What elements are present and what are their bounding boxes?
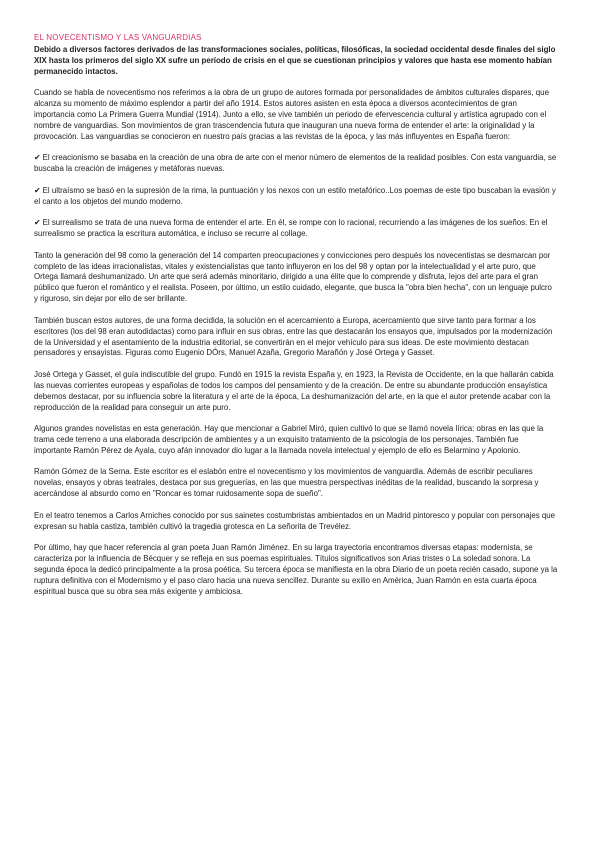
bullet-creacionismo [34,153,558,175]
bullet-surrealismo [34,218,558,240]
generaciones-paragraph: Tanto la generación del 98 como la generación del 14 comparten preocupaciones y convicciones pero después los novecentistas se desmarcan por completo de las ideas irracionalistas, vitales y existencialistas que tanto influyeron en los del 98 y optan por la intelectualidad y el arte puro, que Ortega llamará deshumanizado. Un arte que será además minoritario, dirigido a una élite que lo comprende y disfruta, lejos del arte para el gran público que fueron el romántico y el realista. Poseen, por último, un estilo cuidado, elegante, que busca la "obra bien hecha", con un lenguaje pulcro y riguroso, sin dejar por ello de ser brillante. [34,250,552,304]
ortega-paragraph: José Ortega y Gasset, el guía indiscutible del grupo. Fundó en 1915 la revista España y, en 1923, la Revista de Occidente, en la que hallarán cabida las nuevas corrientes europeas y españolas de todos los campos del pensamiento y de la creación. De entre su abundante producción ensayística debemos destacar, por su influencia sobre la literatura y el arte de la época, La deshumanización del arte, en la que el autor pretende acabar con la reproducción de la realidad para conseguir un arte puro. [34,369,554,412]
europa-paragraph: También buscan estos autores, de una forma decidida, la solución en el acercamiento a Europa, acercamiento que sirve tanto para formar a los escritores (los del 98 eran autodidactas) como para influir en sus obras, entre las que destacarán los ensayos que, impulsados por la modernización de la Universidad y el asentamiento de la industria editorial, se convertirán en el mejor vehículo para sus ideas. De este movimiento destacan pensadores y ensayistas. Figuras como Eugenio DÓrs, Manuel Azaña, Gregorio Marañón y José Ortega y Gasset. [34,315,553,358]
bullet-text-surrealismo: El surrealismo se trata de una nueva forma de entender el arte. En él, se rompe con lo racional, recurriendo a las imágenes de los sueños. En el surrealismo se practica la escritura automática, e incluso se recurre al collage. [34,218,548,239]
bullet-text-ultraismo: El ultraísmo se basó en la supresión de la rima, la puntuación y los nexos con un estilo metafórico..Los poemas de este tipo buscaban la evasión y el canto a los objetos del mundo moderno. [34,185,556,206]
check-icon: ✔ [34,218,41,228]
gomez-serna-paragraph: Ramón Gómez de la Serna. Este escritor es el eslabón entre el novecentismo y los movimientos de vanguardia. Además de escribir peculiares novelas, ensayos y obras teatrales, destaca por sus greguerías, en las que muestra perspectivas inéditas de la realidad, buscando la sorpresa y acercándose al absurdo como en "Roncar es tomar ruidosamente sopa de sueño". [34,467,539,499]
check-icon: ✔ [34,185,41,195]
page-title: EL NOVECENTISMO Y LAS VANGUARDIAS [34,33,202,42]
document-page [34,33,558,608]
novelistas-paragraph: Algunos grandes novelistas en esta generación. Hay que mencionar a Gabriel Miró, quien cultivó lo que se llamó novela lírica: obras en las que la trama cede terreno a una elaborada descripción de ambientes y a un exquisito tratamiento de la psicología de los personajes. También fue importante Ramón Pérez de Ayala, cuyo afán innovador dio lugar a la llamada novela intelectual y ejemplo de ello es Belarmino y Apolonio. [34,424,544,455]
teatro-paragraph: En el teatro tenemos a Carlos Arniches conocido por sus sainetes costumbristas ambientados en un Madrid pintoresco y popular con personajes que expresan su habla castiza, también cultivó la tragedia grotesca en La señorita de Trevélez. [34,510,556,531]
check-icon: ✔ [34,153,41,163]
intro-paragraph: Debido a diversos factores derivados de las transformaciones sociales, políticas, filosóficas, la sociedad occidental desde finales del siglo XIX hasta los primeros del siglo XX sufre un período de crisis en el que se cuestionan principios y valores que hasta ese momento habían permanecido intactos. [34,45,556,76]
juan-ramon-paragraph: Por último, hay que hacer referencia al gran poeta Juan Ramón Jiménez. En su larga trayectoria encontramos diversas etapas: modernista, se caracteriza por la influencia de Bécquer y se refleja en sus poemas espirituales. Títulos significativos son Arias tristes o La soledad sonora. La segunda época la dedicó principalmente a la prosa poética. Su tercera época se manifiesta en la obra Diario de un poeta recién casado, supone ya la ruptura definitiva con el Modernismo y el paso claro hacia una nueva sencillez. Durante su exilio en América, Juan Ramón en esta cuarta época espiritual busca que su obra sea más exigente y ambiciosa. [34,543,558,596]
bullet-text-creacionismo: El creacionismo se basaba en la creación de una obra de arte con el menor número de elementos de la realidad posibles. Con esta vanguardia, se buscaba la creación de imágenes y metáforas nuevas. [34,153,557,174]
bullet-ultraismo [34,186,558,208]
novecentismo-paragraph: Cuando se habla de novecentismo nos referimos a la obra de un grupo de autores formada por personalidades de ámbitos culturales dispares, que alcanza su momento de máximo esplendor a partir del año 1914. Estos autores asisten en esta época a diversos acontecimientos de gran importancia como La Primera Guerra Mundial (1914). Junto a ello, se vive también un periodo de efervescencia cultural y artística agrupado con el nombre de vanguardias. Son movimientos de gran trascendencia futura que inauguran una nueva forma de entender el arte: la originalidad y la provocación. Las vanguardias se conocieron en nuestro país gracias a las revistas de la época, y las más influyentes en España fueron: [34,88,549,141]
